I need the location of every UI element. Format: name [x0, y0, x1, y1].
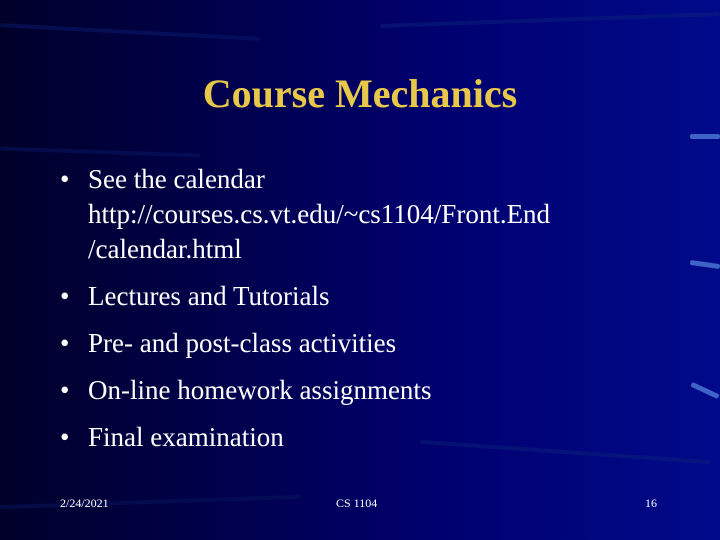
bullet-item	[60, 326, 680, 361]
bullet-text: On-line homework assignments	[88, 375, 432, 405]
side-mark	[690, 382, 719, 399]
footer-course: CS 1104	[336, 496, 378, 510]
bullet-item	[60, 420, 680, 455]
bullet-item	[60, 279, 680, 314]
bullet-text: Final examination	[88, 422, 284, 452]
background-streak	[0, 23, 260, 41]
bullet-icon: •	[60, 375, 70, 405]
bullet-icon: •	[60, 422, 70, 452]
calendar-link-line: http://courses.cs.vt.edu/~cs1104/Front.End	[88, 199, 551, 229]
footer-page-number: 16	[645, 496, 657, 510]
background-streak	[0, 147, 200, 158]
bullet-text: See the calendar	[88, 164, 265, 194]
bullet-item	[60, 373, 680, 408]
bullet-list	[60, 162, 680, 467]
bullet-icon: •	[60, 328, 70, 358]
bullet-icon: •	[60, 281, 70, 311]
bullet-icon: •	[60, 164, 70, 194]
side-mark	[690, 260, 720, 269]
calendar-link-line: /calendar.html	[88, 234, 242, 264]
bullet-text: Pre- and post-class activities	[88, 328, 397, 358]
slide-title: Course Mechanics	[202, 71, 518, 116]
footer-date: 2/24/2021	[60, 496, 109, 510]
background-streak	[380, 12, 720, 28]
bullet-text: Lectures and Tutorials	[88, 281, 330, 311]
side-mark	[690, 134, 720, 139]
background-streak	[0, 495, 300, 509]
bullet-item	[60, 162, 680, 267]
